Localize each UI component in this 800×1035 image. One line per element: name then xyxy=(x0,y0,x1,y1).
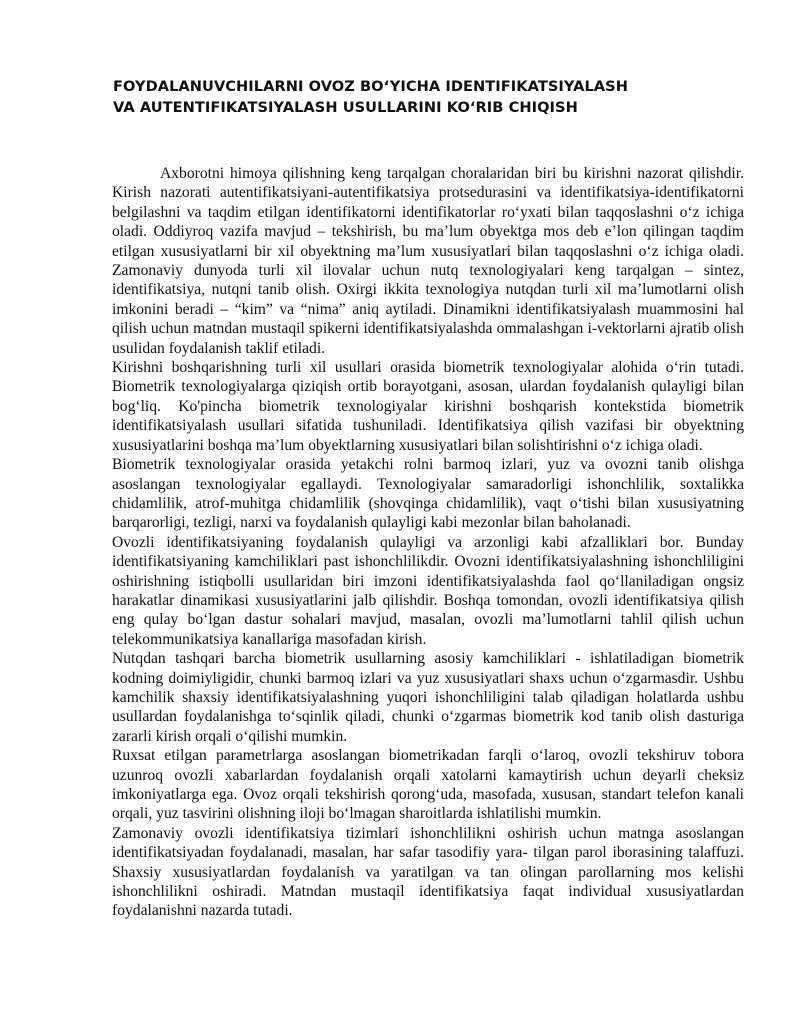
paragraph-2: Kirishni boshqarishning turli xil usullari orasida biometrik texnologiyalar alohida o‘rin tutadi. Biometrik texnologiyalarga qiziqish ortib borayotgani, asosan, ulardan foydalanish qulayligi bilan bog‘liq. Ko'pincha biometrik texnologiyalar kirishni boshqarish kontekstida biometrik identifikatsiyalash usullari sifatida tushuniladi. Identifikatsiya qilish vazifasi bir obyektning xususiyatlarini boshqa ma’lum obyektlarning xususiyatlari bilan solishtirishni o‘z ichiga oladi. xyxy=(112,359,744,454)
paragraph-3: Biometrik texnologiyalar orasida yetakchi rolni barmoq izlari, yuz va ovozni tanib olishga asoslangan texnologiyalar egallaydi. Texnologiyalar samaradorligi ishonchlilik, soxtalikka chidamlilik, atrof-muhitga chidamlilik (shovqinga chidamlilik), vaqt o‘tishi bilan xususiyatning barqarorligi, tezligi, narxi va foydalanish qulayligi kabi mezonlar bilan baholanadi. xyxy=(112,456,744,532)
paragraph-5: Nutqdan tashqari barcha biometrik usullarning asosiy kamchiliklari - ishlatiladigan biometrik kodning doimiyligidir, chunki barmoq izlari va yuz xususiyatlari shaxs uchun o‘zgarmasdir. Ushbu kamchilik shaxsiy identifikatsiyalashning yuqori ishonchliligini talab qiladigan holatlarda ushbu usullardan foydalanishga to‘sqinlik qiladi, chunki o‘zgarmas biometrik kod tanib olish dasturiga zararli kirish orqali o‘qilishi mumkin. xyxy=(112,650,744,745)
title-line-2: VA AUTENTIFIKATSIYALASH USULLARINI KO‘RIB CHIQISH xyxy=(113,99,578,116)
document-title xyxy=(113,76,733,118)
document-body xyxy=(112,164,744,921)
paragraph-4: Ovozli identifikatsiyaning foydalanish qulayligi va arzonligi kabi afzalliklari bor. Bunday identifikatsiyaning kamchiliklari past ishonchlilikdir. Ovozni identifikatsiyalashning ishonchliligini oshirishning istiqbolli usullaridan biri imzoni identifikatsiyalashda faol qo‘llaniladigan ongsiz harakatlar dinamikasi xususiyatlarini jalb qilishdir. Boshqa tomondan, ovozli identifikatsiya qilish eng qulay bo‘lgan dastur sohalari mavjud, masalan, ovozli ma’lumotlarni tahlil qilish uchun telekommunikatsiya kanallariga masofadan kirish. xyxy=(112,533,744,648)
title-line-1: FOYDALANUVCHILARNI OVOZ BO‘YICHA IDENTIFIKATSIYALASH xyxy=(113,78,628,95)
paragraph-6: Ruxsat etilgan parametrlarga asoslangan biometrikadan farqli o‘laroq, ovozli tekshiruv tobora uzunroq ovozli xabarlardan foydalanish orqali xatolarni kamaytirish uchun deyarli cheksiz imkoniyatlarga ega. Ovoz orqali tekshirish qorong‘uda, masofada, xususan, standart telefon kanali orqali, yuz tasvirini olishning iloji bo‘lmagan sharoitlarda ishlatilishi mumkin. xyxy=(112,747,744,823)
paragraph-7: Zamonaviy ovozli identifikatsiya tizimlari ishonchlilikni oshirish uchun matnga asoslangan identifikatsiyadan foydalanadi, masalan, har safar tasodifiy yara- tilgan parol iborasining talaffuzi. Shaxsiy xususiyatlardan foydalanish va yaratilgan va tan olingan parollarning mos kelishi ishonchlilikni oshiradi. Matndan mustaqil identifikatsiya faqat individual xususiyatlardan foydalanishni nazarda tutadi. xyxy=(112,824,744,920)
paragraph-1: Axborotni himoya qilishning keng tarqalgan choralaridan biri bu kirishni nazorat qilishdir. Kirish nazorati autentifikatsiyani-autentifikatsiya protsedurasini va identifikatsiya-identifikatorni belgilashni va taqdim etilgan identifikatorni identifikatorlar ro‘yxati bilan taqqoslashni o‘z ichiga oladi. Oddiyroq vazifa mavjud – tekshirish, bu ma’lum obyektga mos deb e’lon qilingan taqdim etilgan xususiyatlarni bir xil obyektning ma’lum xususiyatlari bilan taqqoslashni o‘z ichiga oladi. Zamonaviy dunyoda turli xil ilovalar uchun nutq texnologiyalari keng tarqalgan – sintez, identifikatsiya, nutqni tanib olish. Oxirgi ikkita texnologiya nutqdan turli xil ma’lumotlarni olish imkonini beradi – “kim” va “nima” aniq aytiladi. Dinamikni identifikatsiyalash muammosini hal qilish uchun matndan mustaqil spikerni identifikatsiyalashda ommalashgan i-vektorlarni ajratib olish usulidan foydalanish taklif etiladi. xyxy=(112,165,744,357)
